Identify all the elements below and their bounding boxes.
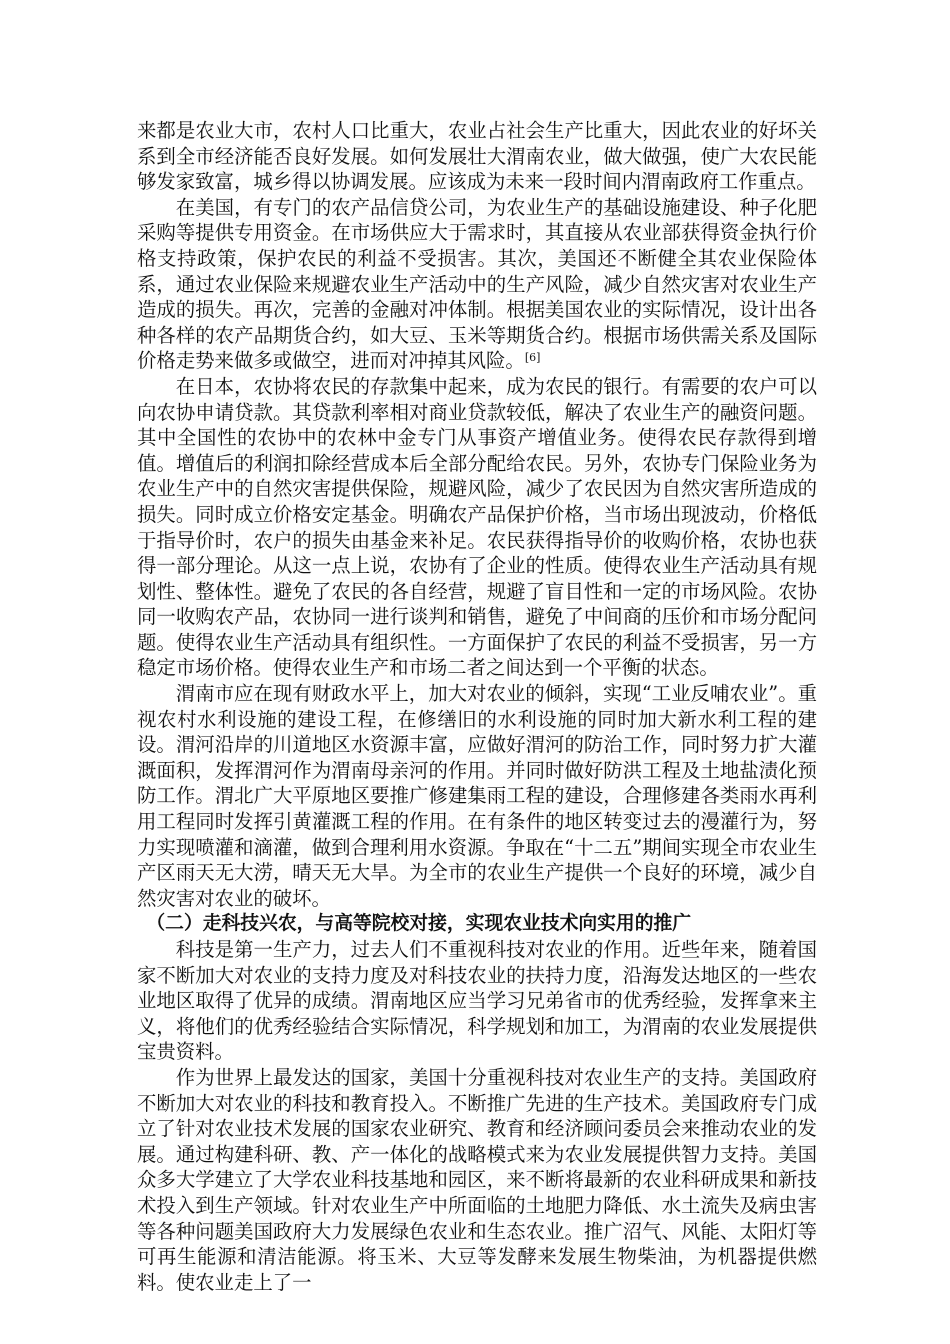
paragraph-text: 在美国，有专门的农产品信贷公司，为农业生产的基础设施建设、种子化肥采购等提供专用资金。在市场供应大于需求时，其直接从农业部获得资金执行价格支持政策，保护农民的利益不受损害。其次，美国还不断健全其农业保险体系，通过农业保险来规避农业生产活动中的生产风险，减少自然灾害对农业生产造成的损失。再次，完善的金融对冲体制。根据美国农业的实际情况，设计出各种各样的农产品期货合约，如大豆、玉米等期货合约。根据市场供需关系及国际价格走势来做多或做空，进而对冲掉其风险。 [137,195,817,373]
paragraph-usa-tech: 作为世界上最发达的国家，美国十分重视科技对农业生产的支持。美国政府不断加大对农业的科技和教育投入。不断推广先进的生产技术。美国政府专门成立了针对农业技术发展的国家农业研究、教育和经济顾问委员会来推动农业的发展。通过构建科研、教、产一体化的战略模式来为农业发展提供智力支持。美国众多大学建立了大学农业科技基地和园区，来不断将最新的农业科研成果和新技术投入到生产领域。针对农业生产中所面临的土地肥力降低、水土流失及病虫害等各种问题美国政府大力发展绿色农业和生态农业。推广沼气、风能、太阳灯等可再生能源和清洁能源。将玉米、大豆等发酵来发展生物柴油，为机器提供燃料。使农业走上了一 [137,1065,817,1294]
paragraph-continuation: 来都是农业大市，农村人口比重大，农业占社会生产比重大，因此农业的好坏关系到全市经济能否良好发展。如何发展壮大渭南农业，做大做强，使广大农民能够发家致富，城乡得以协调发展。应该成为未来一段时间内渭南政府工作重点。 [137,119,817,194]
paragraph-weinan-water: 渭南市应在现有财政水平上，加大对农业的倾斜，实现“工业反哺农业”。重视农村水利设施的建设工程，在修缮旧的水利设施的同时加大新水利工程的建设。渭河沿岸的川道地区水资源丰富，应做好渭河的防治工作，同时努力扩大灌溉面积，发挥渭河作为渭南母亲河的作用。并同时做好防洪工程及土地盐渍化预防工作。渭北广大平原地区要推广修建集雨工程的建设，合理修建各类雨水再利用工程同时发挥引黄灌溉工程的作用。在有条件的地区转变过去的漫灌行为，努力实现喷灌和滴灌，做到合理利用水资源。争取在“十二五”期间实现全市农业生产区雨天无大涝，晴天无大旱。为全市的农业生产提供一个良好的环境，减少自然灾害对农业的破坏。 [137,682,817,910]
paragraph-japan-cooperative: 在日本，农协将农民的存款集中起来，成为农民的银行。有需要的农户可以向农协申请贷款。其贷款利率相对商业贷款较低，解决了农业生产的融资问题。其中全国性的农协中的农林中金专门从事资产增值业务。使得农民存款得到增值。增值后的利润扣除经营成本后全部分配给农民。另外，农协专门保险业务为农业生产中的自然灾害提供保险，规避风险，减少了农民因为自然灾害所造成的损失。同时成立价格安定基金。明确农产品保护价格，当市场出现波动，价格低于指导价时，农户的损失由基金来补足。农民获得指导价的收购价格，农协也获得一部分理论。从这一点上说，农协有了企业的性质。使得农业生产活动具有规划性、整体性。避免了农民的各自经营，规避了盲目性和一定的市场风险。农协同一收购农产品，农协同一进行谈判和销售，避免了中间商的压价和市场分配问题。使得农业生产活动具有组织性。一方面保护了农民的利益不受损害，另一方稳定市场价格。使得农业生产和市场二者之间达到一个平衡的状态。 [137,374,817,680]
citation-ref: [6] [524,351,541,365]
paragraph-tech-agriculture: 科技是第一生产力，过去人们不重视科技对农业的作用。近些年来，随着国家不断加大对农业的支持力度及对科技农业的扶持力度，沿海发达地区的一些农业地区取得了优异的成绩。渭南地区应当学习兄弟省市的优秀经验，发挥拿来主义，将他们的优秀经验结合实际情况，科学规划和加工，为渭南的农业发展提供宝贵资料。 [137,938,817,1064]
document-page [137,118,817,1295]
paragraph-usa-finance [137,195,817,374]
section-heading: （二）走科技兴农，与高等院校对接，实现农业技术向实用的推广 [146,913,692,935]
